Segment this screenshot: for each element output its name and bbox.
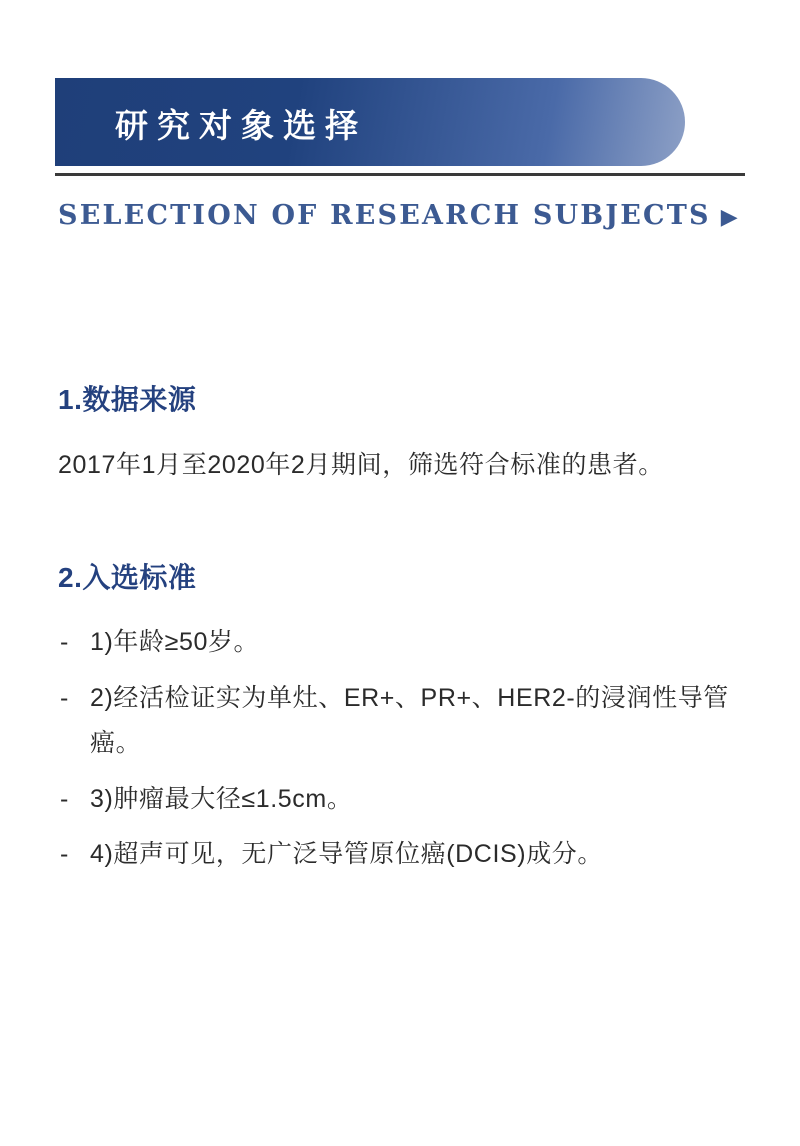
bullet-dash-icon: -	[60, 784, 69, 813]
inclusion-criteria-list	[58, 620, 758, 878]
header-divider	[55, 173, 745, 176]
list-item	[58, 832, 758, 878]
section-heading-data-source: 1.数据来源	[58, 384, 197, 415]
bullet-dash-icon: -	[60, 628, 69, 657]
banner-shape	[55, 78, 685, 166]
page-title: 研究对象选择	[115, 106, 367, 145]
section-heading-inclusion-criteria: 2.入选标准	[58, 562, 197, 594]
subtitle-english: SELECTION OF RESEARCH SUBJECTS	[58, 200, 711, 231]
subtitle-row	[58, 200, 758, 231]
bullet-dash-icon: -	[60, 840, 69, 869]
list-item-label: 1)年龄≥50岁。	[90, 628, 260, 657]
list-item-label: 2)经活检证实为单灶、ER+、PR+、HER2-的浸润性导管癌。	[90, 683, 729, 758]
section-paragraph-data-source: 2017年1月至2020年2月期间，筛选符合标准的患者。	[58, 451, 664, 479]
list-item	[58, 777, 758, 823]
list-item	[58, 620, 758, 666]
bullet-dash-icon: -	[60, 683, 69, 712]
list-item	[58, 676, 758, 767]
list-item-label: 3)肿瘤最大径≤1.5cm。	[90, 784, 353, 813]
triangle-right-icon: ▶	[720, 203, 738, 229]
section-spacer	[58, 488, 758, 556]
list-item-label: 4)超声可见，无广泛导管原位癌(DCIS)成分。	[90, 840, 604, 869]
header-banner	[0, 78, 800, 178]
body-content	[58, 378, 758, 888]
